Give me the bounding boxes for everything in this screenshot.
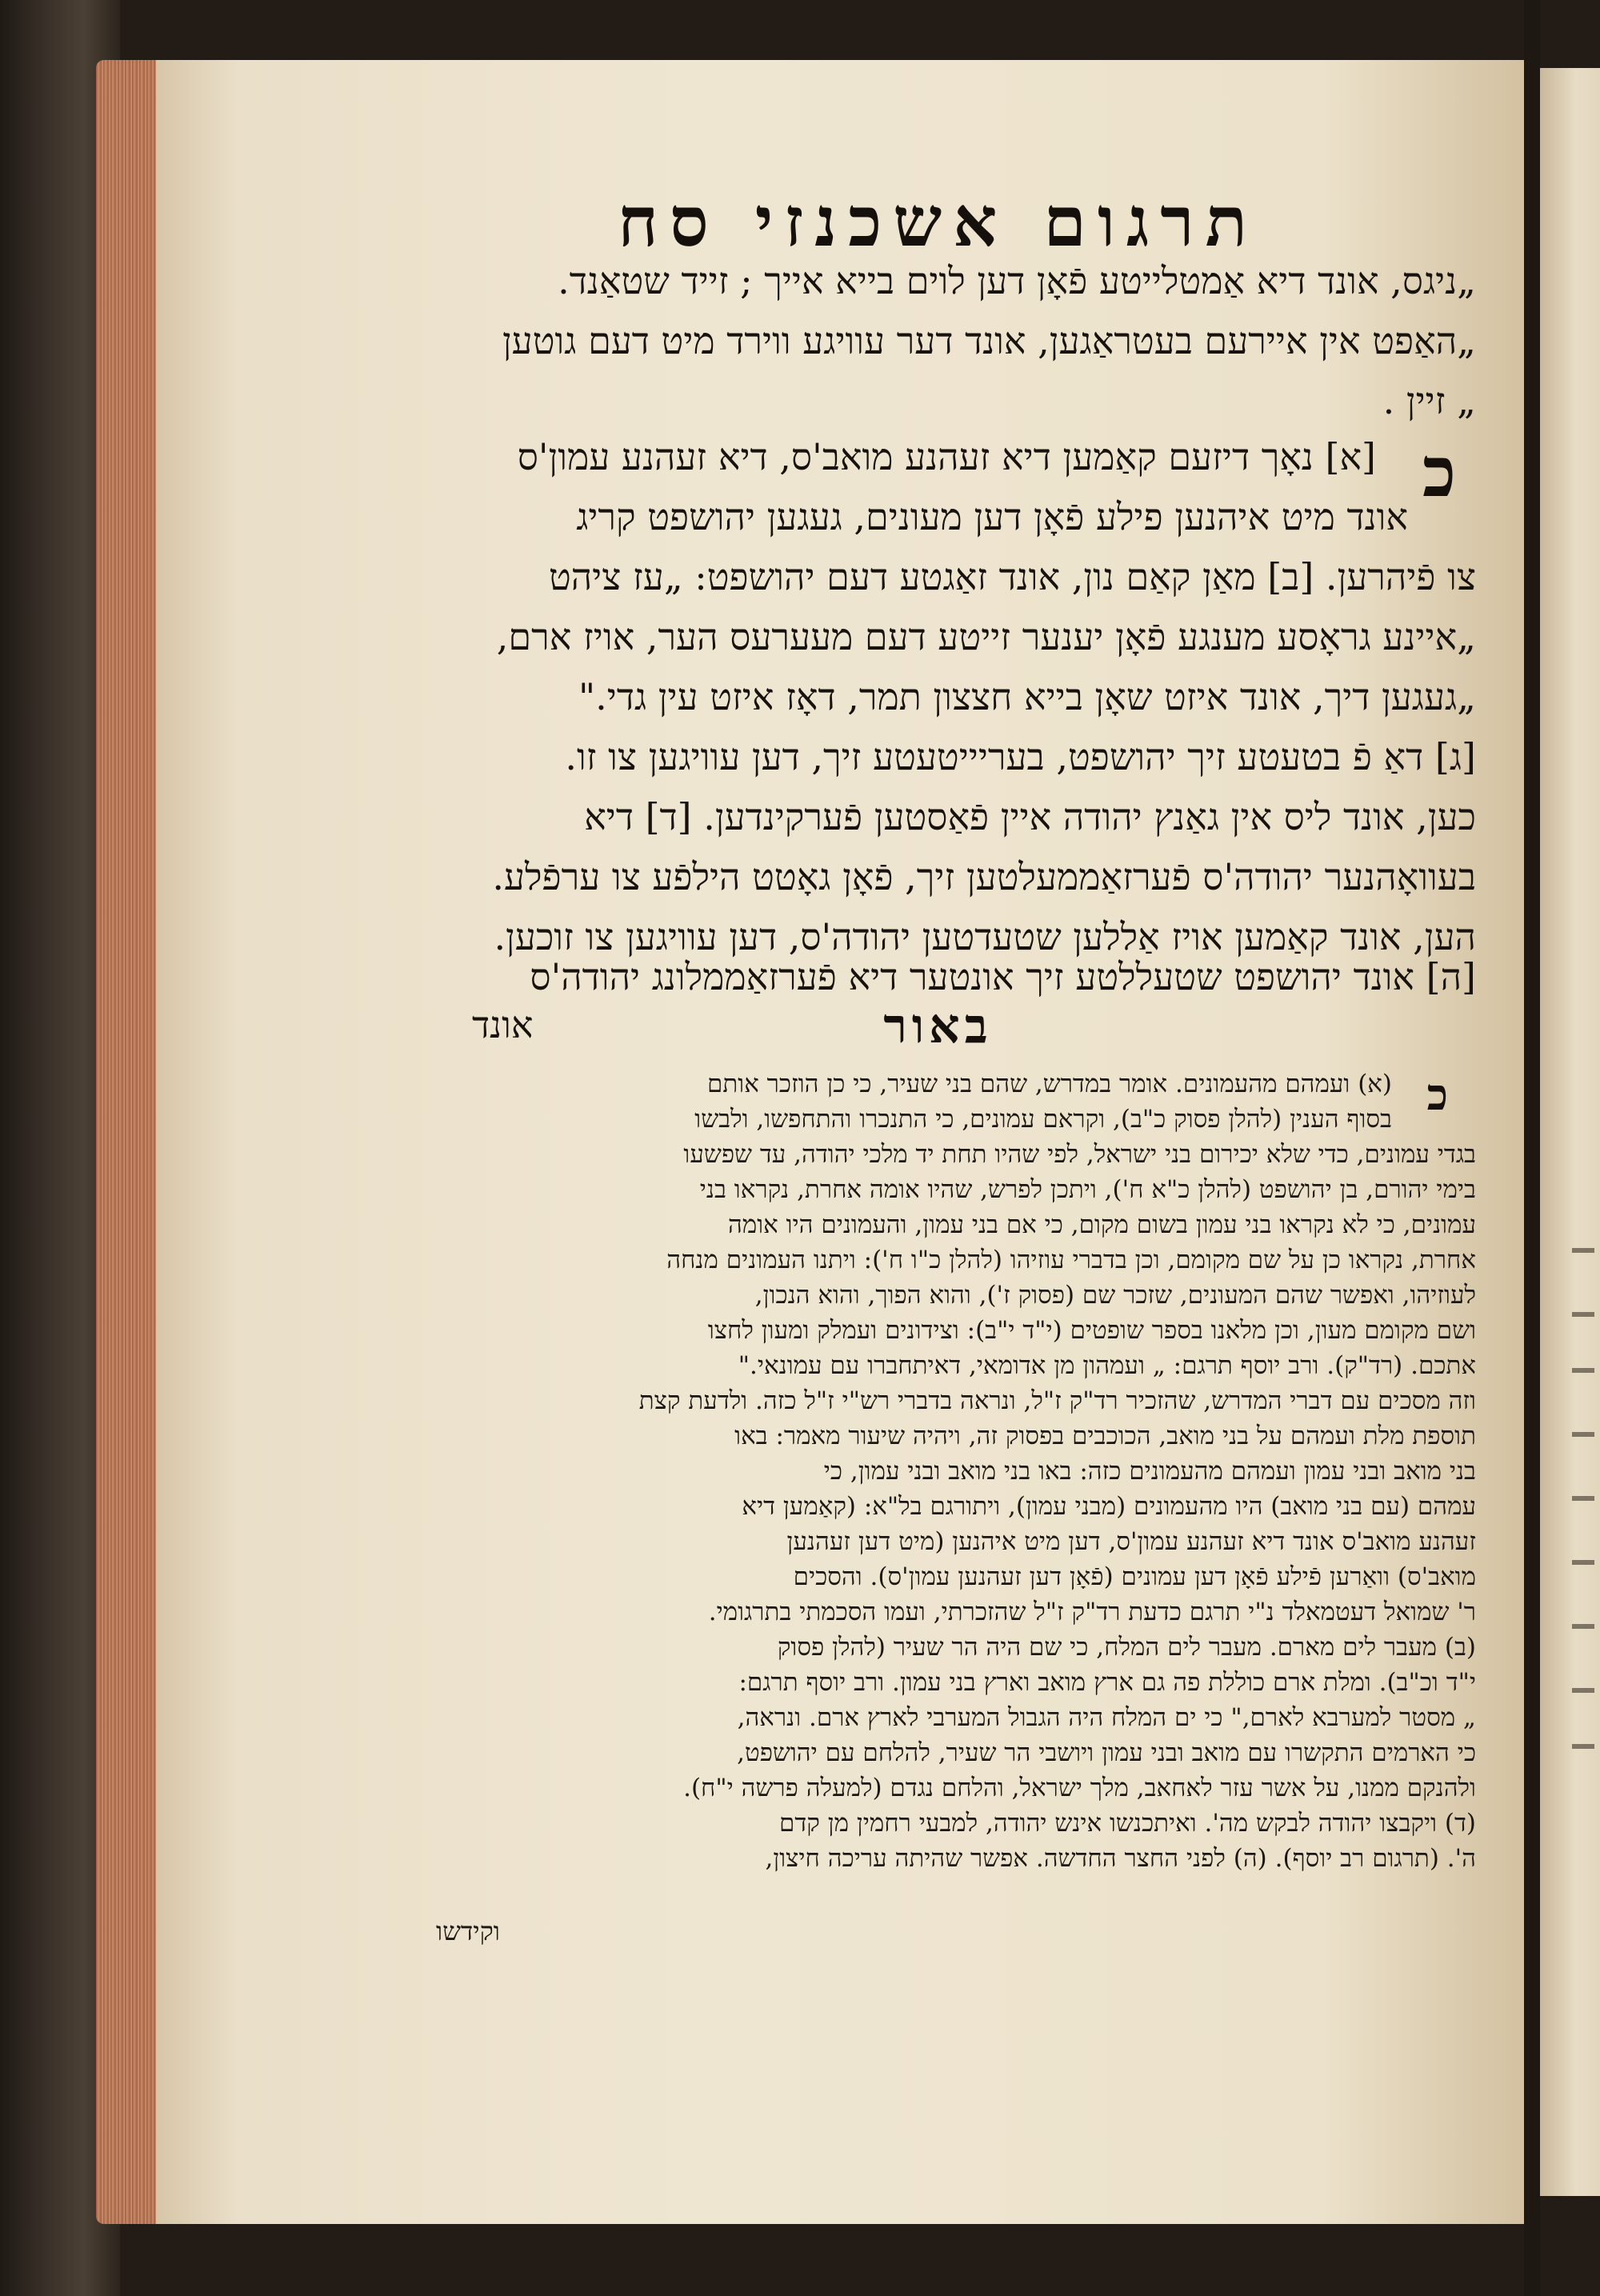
- commentary-line: ושם מקומם מעון, וכן מלאנו בספר שופטים (י"ד י"ב): וצידונים ועמלק ומעון לחצו: [707, 1316, 1476, 1345]
- commentary-line: תוספת מלת ועמהם על בני מואב, הכוכבים בפסוק זה, ויהיה שיעור מאמר: באו: [734, 1422, 1476, 1450]
- commentary-line: בימי יהורם, בן יהושפט (להלן כ"א ח'), ויתכן לפרש, שהיו אומה אחרת, נקראו בני: [699, 1175, 1476, 1204]
- page-edges: [96, 60, 160, 2224]
- commentary-line: אחרת, נקראו כן על שם מקומם, וכן בדברי עוזיהו (להלן כ"ו ח'): ויתנו העמונים מנחה: [666, 1246, 1476, 1274]
- commentary-line: ה'. (תרגום רב יוסף). (ה) לפני החצר החדשה. אפשר שהיתה עריכה חיצון,: [765, 1844, 1476, 1873]
- commentary-line: מואב'ס) וואַרען פֿילע פֿאָן דען עמונים (פֿאָן דען זעהנען עמון'ס). והסכים: [793, 1562, 1476, 1591]
- facing-page: [1540, 68, 1600, 2196]
- commentary-line: אתכם. (רד"ק). ורב יוסף תרגם: „ ועמהון מן אדומאי, דאיתחברו עם עמונאי.": [738, 1351, 1476, 1380]
- verse-line: אונד מיט איהנען פילע פֿאָן דען מעונים, געגען יהושפט קריג: [576, 495, 1408, 538]
- verse-line: בעוואָהנער יהודה'ס פֿערזאַממעלטען זיך, פֿאָן גאָטט הילפֿע צו ערפֿלע.: [492, 855, 1476, 898]
- main-text-line: „ניגס, אונד דיא אַמטלייטע פֿאָן דען לוים בייא אייך ; זייד שטאַנד.: [558, 259, 1476, 302]
- running-title: תרגום אשכנזי סח: [617, 182, 1259, 262]
- commentary-line: „ מסטר למערבא לארם," כי ים המלח היה הגבול המערבי לארץ ארם. ונראה,: [737, 1703, 1476, 1732]
- commentary-line: י"ד וכ"ב). ומלת ארם כוללת פה גם ארץ מואב וארץ בני עמון. ורב יוסף תרגם:: [738, 1668, 1476, 1697]
- verse-line: הען, אונד קאַמען אויז אַללען שטעדטען יהודה'ס, דען עוויגען צו זוכען.: [494, 915, 1476, 958]
- commentary-heading: באור: [883, 998, 993, 1054]
- verse-line: כען, אונד ליס אין גאַנץ יהודה איין פֿאַסטען פֿערקינדען. [ד] דיא: [584, 795, 1476, 838]
- commentary-line: וזה מסכים עם דברי המדרש, שהזכיר רד"ק ז"ל, ונראה בדברי רש"י ז"ל כזה. ולדעת קצת: [638, 1386, 1476, 1415]
- commentary-line: זעהנע מואב'ס אונד דיא זעהנע עמון'ס, דען מיט איהנען (מיט דען זעהנען: [786, 1527, 1476, 1556]
- verse-line: [א] נאָך דיזעם קאַמען דיא זעהנע מואב'ס, דיא זעהנע עמון'ס: [517, 435, 1376, 478]
- book-gutter: [1524, 0, 1540, 2296]
- verse-line: [ג] דאַ פֿ בטעטע זיך יהושפט, בעריייטעטע זיך, דען עוויגען צו זו.: [565, 735, 1476, 778]
- commentary-line: (ב) מעבר לים מארם. מעבר לים המלח, כי שם היה הר שעיר (להלן פסוק: [777, 1633, 1476, 1662]
- verse-line: „איינע גראָסע מענגע פֿאָן יענער זייטע דעם מעערעס הער, אויז ארם,: [496, 615, 1476, 658]
- verse-line: צו פֿיהרען. [ב] מאַן קאַם נון, אונד זאַגטע דעם יהושפט: „עז ציהט: [548, 555, 1476, 598]
- commentary-line: (ד) ויקבצו יהודה לבקש מה'. ואיתכנשו אינש יהודה, למבעי רחמין מן קדם: [779, 1809, 1476, 1838]
- commentary-line: בסוף הענין (להלן פסוק כ"ב), וקראם עמונים, כי התנכרו והתחפשו, ולבשו: [694, 1105, 1392, 1134]
- commentary-line: ולהנקם ממנו, על אשר עזר לאחאב, מלך ישראל, והלחם נגדם (למעלה פרשה י"ח).: [683, 1774, 1476, 1802]
- verse-line: [ה] אונד יהושפט שטעללטע זיך אונטער דיא פֿערזאַממלונג יהודה'ס: [530, 955, 1476, 998]
- commentary-line: בגדי עמונים, כדי שלא יכירום בני ישראל, לפי שהיו תחת יד מלכי יהודה, עד שפשעו: [683, 1140, 1476, 1169]
- main-text-line: „האַפט אין איירעם בעטראַגען, אונד דער עוויגע ווירד מיט דעם גוטען: [502, 319, 1476, 362]
- commentary-line: כי הארמים התקשרו עם מואב ובני עמון ויושבי הר שעיר, להלחם עם יהושפט,: [737, 1738, 1476, 1767]
- commentary-line: עמהם (עם בני מואב) היו מהעמונים (מבני עמון), ויתורגם בל"א: (קאַמען דיא: [742, 1492, 1476, 1521]
- commentary-line: לעוזיהו, ואפשר שהם המעונים, שזכר שם (פסוק ז'), והוא הפוך, והוא הנכון,: [754, 1281, 1476, 1310]
- chapter-number: כ: [1422, 432, 1456, 513]
- commentary-line: בני מואב ובני עמון ועמהם מהעמונים כזה: באו בני מואב ובני עמון, כי: [823, 1457, 1476, 1486]
- main-text-line: „ זיין .: [1382, 379, 1476, 422]
- verse-line: „געגען דיך, אונד איזט שאָן בייא חצצון תמר, דאָז איזט עין גדי.": [578, 675, 1476, 718]
- commentary-chapter-number: כ: [1426, 1069, 1448, 1120]
- commentary-line: (א) ועמהם מהעמונים. אומר במדרש, שהם בני שעיר, כי כן הוזכר אותם: [707, 1070, 1392, 1098]
- catchword: אונד: [472, 1003, 534, 1046]
- commentary-line: ר' שמואל דעטמאלד נ"י תרגם כדעת רד"ק ז"ל שהזכרתי, ועמו הסכמתי בתרגומי.: [708, 1598, 1476, 1626]
- commentary-line: עמונים, כי לא נקראו בני עמון בשום מקום, כי אם בני עמון, והעמונים היו אומה: [728, 1210, 1476, 1239]
- commentary-catchword: וקידשו: [436, 1916, 500, 1946]
